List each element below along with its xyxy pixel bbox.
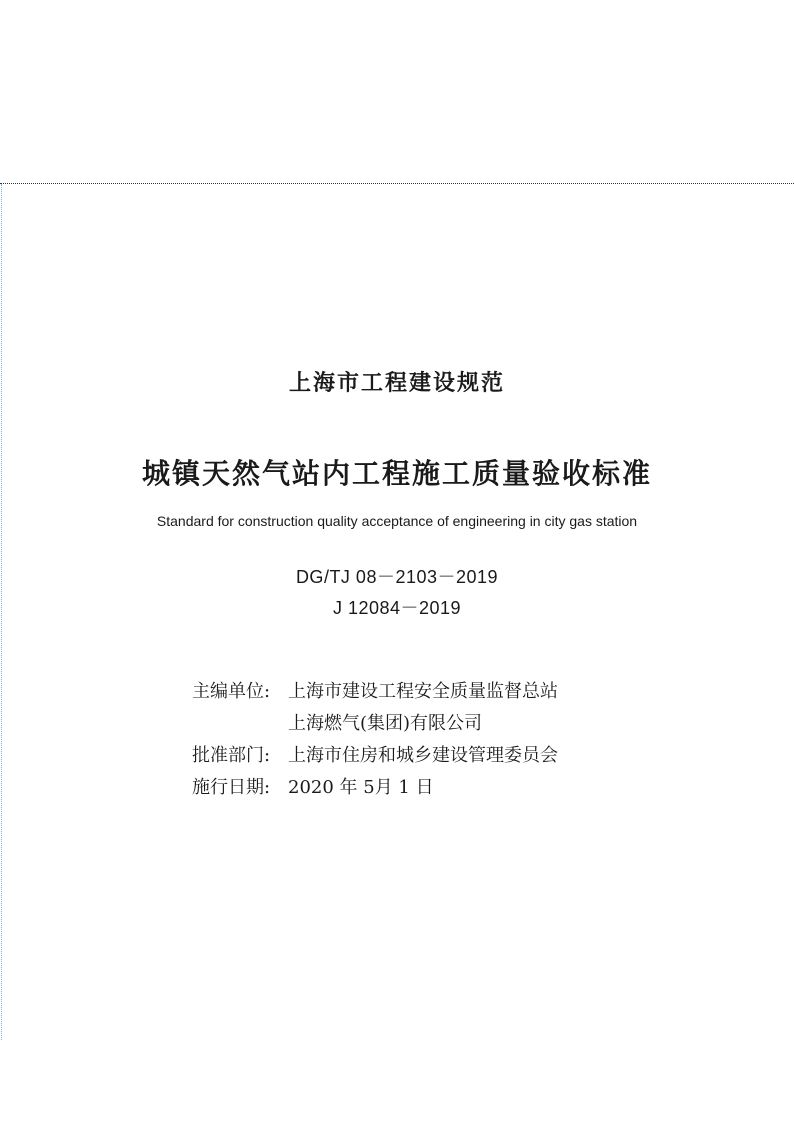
info-value: 上海市建设工程安全质量监督总站 <box>288 681 558 702</box>
standard-code: DG/TJ 08－2103－2019 <box>295 567 499 587</box>
info-row-approver <box>192 740 558 772</box>
publication-info <box>192 676 558 804</box>
english-subtitle: Standard for construction quality acceptance of engineering in city gas station <box>156 513 638 529</box>
info-label: 主编单位: <box>192 681 271 702</box>
series-title: 上海市工程建设规范 <box>288 371 505 396</box>
info-row-editor <box>192 676 558 708</box>
info-label: 批准部门: <box>192 745 271 766</box>
info-row-co-editor <box>192 708 558 740</box>
info-label: 施行日期: <box>192 777 271 798</box>
info-value: 2020 年 5月 1 日 <box>288 777 434 798</box>
info-row-effective-date <box>192 772 558 804</box>
document-title: 城镇天然气站内工程施工质量验收标准 <box>141 457 652 490</box>
info-value: 上海市住房和城乡建设管理委员会 <box>288 745 558 766</box>
registration-code: J 12084－2019 <box>332 598 462 618</box>
trim-line-top <box>0 183 794 184</box>
info-value: 上海燃气(集团)有限公司 <box>288 713 483 734</box>
